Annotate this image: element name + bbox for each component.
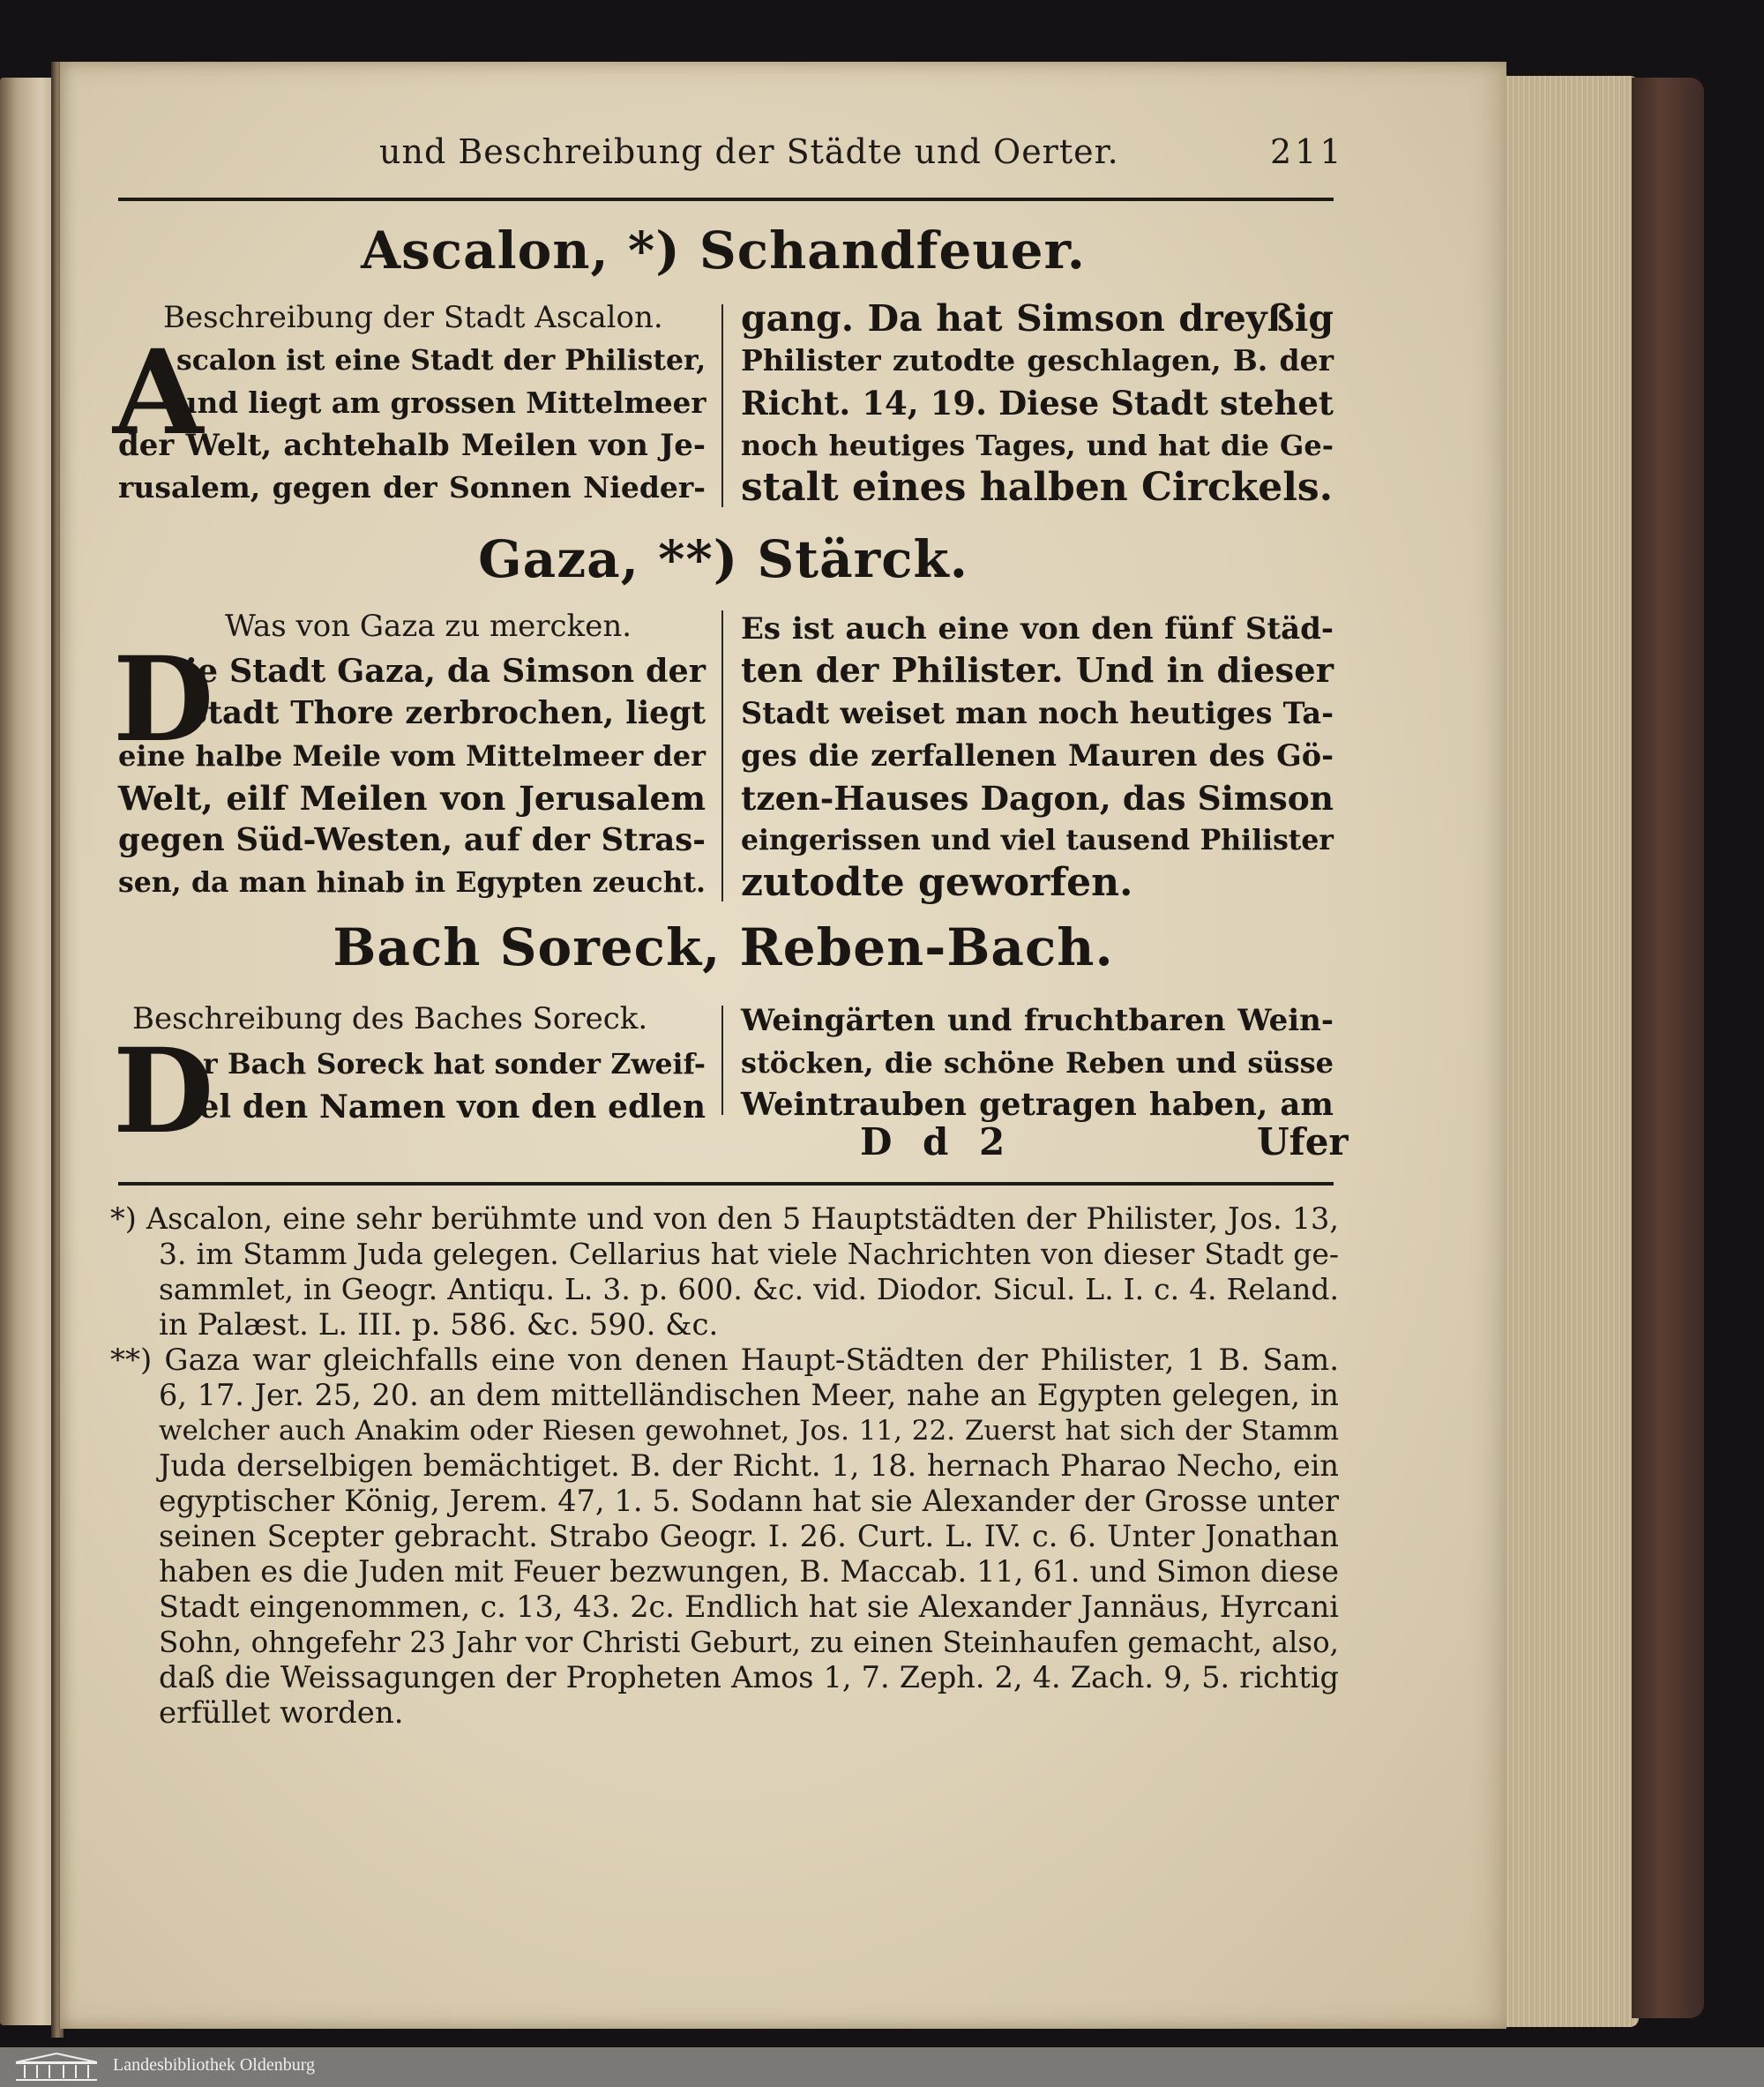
left-page-edge xyxy=(0,78,55,2025)
column-separator xyxy=(721,304,723,507)
signature-mark: D d 2 xyxy=(860,1120,1014,1163)
column-separator xyxy=(721,610,723,901)
text-line: gang. Da hat Simson dreyßig xyxy=(741,297,1334,340)
footnote-line: Juda derselbigen bemächtiget. B. der Richt. 1, 18. hernach Pharao Necho, ein xyxy=(159,1448,1339,1483)
footnote-line: sammlet, in Geogr. Antiqu. L. 3. p. 600. &c. vid. Diodor. Sicul. L. I. c. 4. Reland. xyxy=(159,1272,1339,1306)
text-line: der Welt, achtehalb Meilen von Je- xyxy=(118,428,706,463)
running-header: und Beschreibung der Städte und Oerter. xyxy=(379,132,1119,171)
page-number: 211 xyxy=(1270,132,1345,171)
subheading-gaza: Was von Gaza zu mercken. xyxy=(225,609,632,644)
text-line: er Bach Soreck hat sonder Zweif- xyxy=(185,1048,706,1081)
text-line: Stadt Thore zerbrochen, liegt xyxy=(185,695,706,731)
section-heading-ascalon: Ascalon, *) Schandfeuer. xyxy=(361,221,1086,281)
text-line: scalon ist eine Stadt der Philister, xyxy=(176,344,706,377)
text-line: ten der Philister. Und in dieser xyxy=(741,651,1334,691)
text-line: und liegt am grossen Mittelmeer xyxy=(176,385,706,420)
column-left-soreck xyxy=(185,1044,706,1128)
text-line: Stadt weiset man noch heutiges Ta- xyxy=(741,696,1334,730)
footnote-line: daß die Weissagungen der Propheten Amos 1, 7. Zeph. 2, 4. Zach. 9, 5. richtig xyxy=(159,1660,1339,1694)
column-left-gaza xyxy=(185,650,706,735)
dropcap-ascalon: A xyxy=(113,325,204,461)
footnote-line: Sohn, ohngefehr 23 Jahr vor Christi Geburt, zu einen Steinhaufen gemacht, also, xyxy=(159,1626,1339,1659)
text-line: Es ist auch eine von den fünf Städ- xyxy=(741,611,1334,647)
subheading-ascalon: Beschreibung der Stadt Ascalon. xyxy=(163,300,663,335)
text-line: Welt, eilf Meilen von Jerusalem xyxy=(118,779,706,818)
text-line: tzen-Hauses Dagon, das Simson xyxy=(741,779,1334,818)
text-line: Weintrauben getragen haben, am xyxy=(741,1087,1334,1123)
text-line: fel den Namen von den edlen xyxy=(185,1088,706,1126)
footnote-line: in Palæst. L. III. p. 586. &c. 590. &c. xyxy=(159,1307,719,1343)
column-left-ascalon-cont xyxy=(118,424,706,509)
text-line: Weingärten und fruchtbaren Wein- xyxy=(741,1003,1334,1038)
text-line: eine halbe Meile vom Mittelmeer der xyxy=(118,739,706,773)
text-line: stalt eines halben Circkels. xyxy=(741,465,1334,510)
footnote-rule xyxy=(118,1182,1334,1186)
footnote-line: erfüllet worden. xyxy=(159,1695,404,1731)
catchword: Ufer xyxy=(1257,1120,1349,1163)
book-cover xyxy=(1632,78,1704,2018)
footnote-line: Stadt eingenommen, c. 13, 43. 2c. Endlich hat sie Alexander Jannäus, Hyrcani xyxy=(159,1590,1339,1624)
section-heading-gaza: Gaza, **) Stärck. xyxy=(478,529,968,589)
text-line: rusalem, gegen der Sonnen Nieder- xyxy=(118,470,706,505)
footnote-line: seinen Scepter gebracht. Strabo Geogr. I. 26. Curt. L. IV. c. 6. Unter Jonathan xyxy=(159,1519,1339,1553)
footnote-line: egyptischer König, Jerem. 47, 1. 5. Sodann hat sie Alexander der Grosse unter xyxy=(159,1484,1339,1518)
footnote-line: 6, 17. Jer. 25, 20. an dem mittelländischen Meer, nahe an Egypten gelegen, in xyxy=(159,1378,1339,1412)
page-edges xyxy=(1499,76,1639,2027)
text-line: Philister zutodte geschlagen, B. der xyxy=(741,343,1334,378)
section-heading-soreck: Bach Soreck, Reben-Bach. xyxy=(333,917,1114,977)
text-line: stöcken, die schöne Reben und süsse xyxy=(741,1046,1334,1080)
footnote-line: welcher auch Anakim oder Riesen gewohnet, Jos. 11, 22. Zuerst hat sich der Stamm xyxy=(159,1415,1339,1447)
text-line: sen, da man hinab in Egypten zeucht. xyxy=(118,866,706,899)
footnotes xyxy=(110,1201,1339,1731)
subheading-soreck: Beschreibung des Baches Soreck. xyxy=(132,1001,648,1036)
header-rule xyxy=(118,198,1334,201)
text-line: gegen Süd-Westen, auf der Stras- xyxy=(118,822,706,858)
column-right-ascalon xyxy=(741,297,1334,509)
footnote-line: *) Ascalon, eine sehr berühmte und von den 5 Hauptstädten der Philister, Jos. 13, xyxy=(110,1201,1339,1236)
dropcap-soreck: D xyxy=(113,1023,214,1160)
column-left-gaza-cont xyxy=(118,735,706,904)
text-line: ges die zerfallenen Mauren des Gö- xyxy=(741,738,1334,773)
column-separator xyxy=(721,1006,723,1115)
text-line: zutodte geworfen. xyxy=(741,860,1133,905)
text-line: Richt. 14, 19. Diese Stadt stehet xyxy=(741,384,1334,423)
footnote-line: 3. im Stamm Juda gelegen. Cellarius hat viele Nachrichten von dieser Stadt ge- xyxy=(159,1237,1339,1271)
column-left-ascalon xyxy=(176,340,706,424)
library-name: Landesbibliothek Oldenburg xyxy=(113,2055,316,2075)
footnote-line: haben es die Juden mit Feuer bezwungen, B. Maccab. 11, 61. und Simon diese xyxy=(159,1554,1339,1589)
text-line: eingerissen und viel tausend Philister xyxy=(741,824,1334,856)
text-line: ie Stadt Gaza, da Simson der xyxy=(185,652,706,690)
text-line: noch heutiges Tages, und hat die Ge- xyxy=(741,429,1334,462)
dropcap-gaza: D xyxy=(113,632,214,768)
footnote-line: **) Gaza war gleichfalls eine von denen Haupt-Städten der Philister, 1 B. Sam. xyxy=(110,1343,1339,1378)
library-building-icon xyxy=(12,2052,101,2082)
column-right-soreck xyxy=(741,999,1334,1126)
column-right-gaza xyxy=(741,608,1334,904)
